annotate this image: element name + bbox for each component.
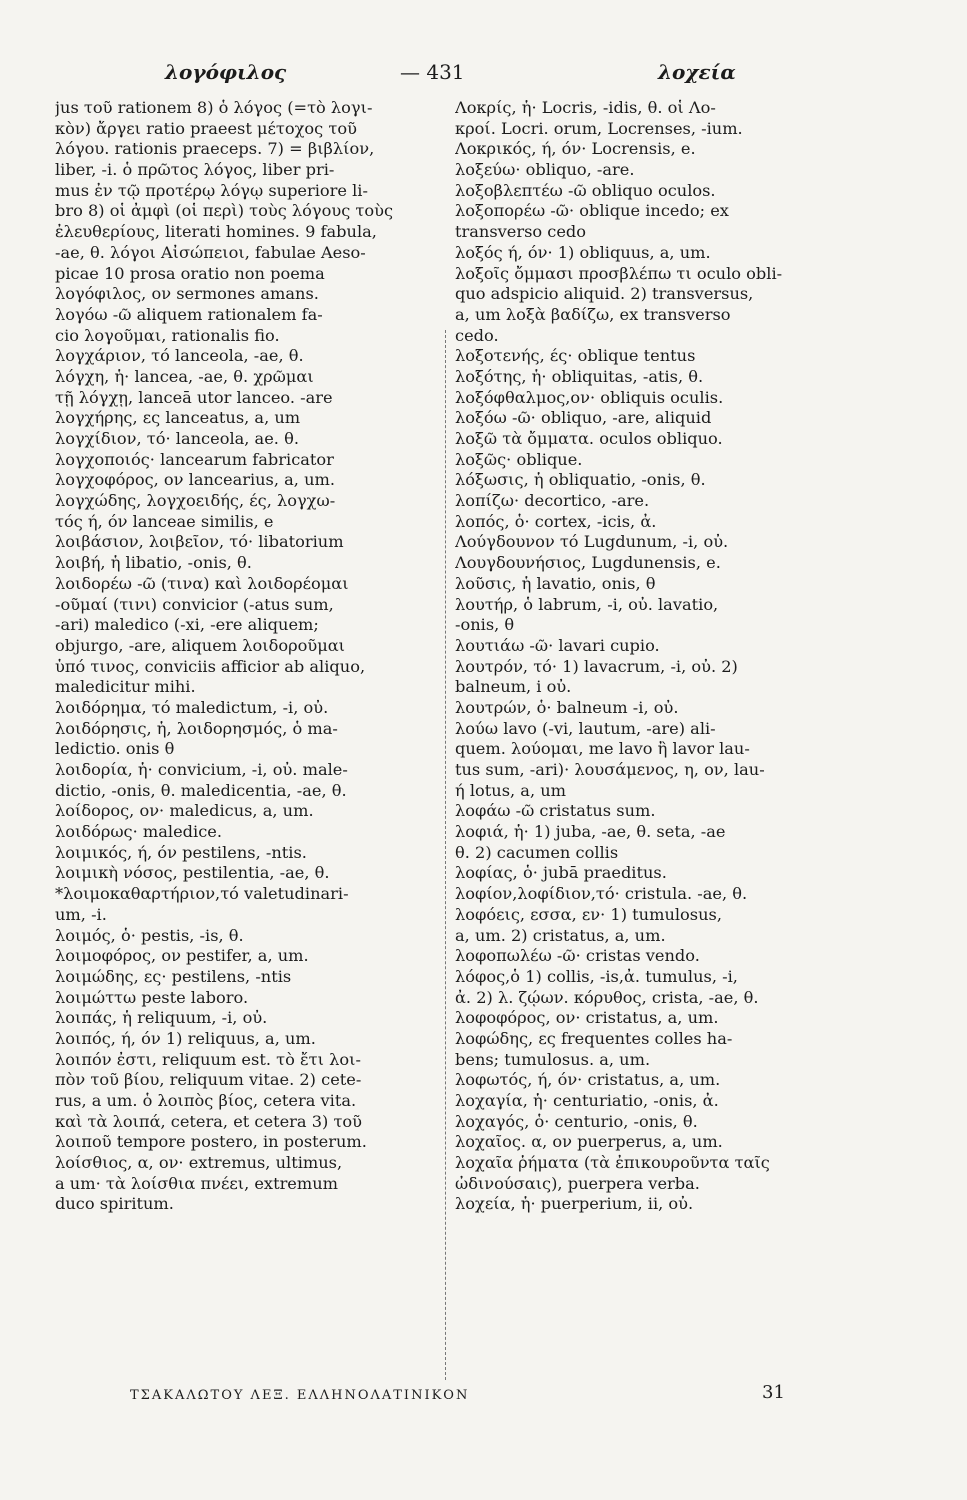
dictionary-line: λοπός, ὁ· cortex, -icis, ἀ. bbox=[455, 511, 657, 531]
dictionary-line: λοχαῖα ῥήματα (τὰ ἐπικουροῦντα ταῖς bbox=[455, 1153, 770, 1173]
dictionary-line: λουτήρ, ὁ labrum, -i, οὐ. lavatio, bbox=[455, 594, 719, 614]
dictionary-line: λούω lavo (-vi, lautum, -are) ali- bbox=[455, 718, 716, 738]
dictionary-line: πὸν τοῦ βίου, reliquum vitae. 2) cete- bbox=[55, 1070, 362, 1090]
dictionary-line: λογχώδης, λογχοειδής, ές, λογχω- bbox=[55, 491, 336, 511]
dictionary-line: λοξός ή, όν· 1) obliquus, a, um. bbox=[455, 242, 711, 262]
dictionary-line: λόφος,ὁ 1) collis, -is,ἀ. tumulus, -i, bbox=[455, 966, 738, 986]
page-header bbox=[0, 60, 967, 100]
dictionary-line: liber, -i. ὁ πρῶτος λόγος, liber pri- bbox=[55, 160, 335, 180]
dictionary-line: picae 10 prosa oratio non poema bbox=[55, 263, 325, 283]
dictionary-line: λοξῶς· oblique. bbox=[455, 449, 583, 469]
dictionary-line: λοξῶ τὰ ὄμματα. oculos obliquo. bbox=[455, 429, 723, 448]
dictionary-line: ὠδινούσαις), puerpera verba. bbox=[455, 1173, 700, 1193]
dictionary-line: λοξοπορέω -ῶ· oblique incedo; ex bbox=[455, 201, 729, 221]
column-divider bbox=[445, 330, 446, 1380]
right-column bbox=[455, 98, 855, 1363]
dictionary-line: a, um. 2) cristatus, a, um. bbox=[455, 925, 666, 945]
dictionary-line: λοφίον,λοφίδιον,τό· cristula. -ae, θ. bbox=[455, 884, 748, 904]
dictionary-line: λουτρών, ὁ· balneum -i, οὐ. bbox=[455, 697, 679, 717]
running-head-right: λοχεία bbox=[658, 60, 736, 84]
dictionary-line: dictio, -onis, θ. maledicentia, -ae, θ. bbox=[55, 780, 347, 800]
dictionary-line: λογχάριον, τό lanceola, -ae, θ. bbox=[55, 346, 304, 366]
dictionary-line: λοιδόρημα, τό maledictum, -i, οὐ. bbox=[55, 697, 329, 717]
dictionary-line: λογόφιλος, ον sermones amans. bbox=[55, 284, 319, 304]
dictionary-line: λοῦσις, ἡ lavatio, onis, θ bbox=[455, 573, 656, 593]
dictionary-line: λοξότης, ἡ· obliquitas, -atis, θ. bbox=[455, 366, 704, 386]
dictionary-line: λοχαῖος. α, ον puerperus, a, um. bbox=[455, 1132, 723, 1152]
dictionary-line: -οῦμαί (τινι) convicior (-atus sum, bbox=[55, 594, 334, 614]
dictionary-line: λοιμός, ὁ· pestis, -is, θ. bbox=[55, 925, 244, 945]
dictionary-line: κροί. Locri. orum, Locrenses, -ium. bbox=[455, 118, 743, 138]
left-column bbox=[55, 98, 440, 1363]
dictionary-line: λοιδόρως· maledice. bbox=[55, 822, 223, 842]
dictionary-line: λοχεία, ἡ· puerperium, ii, οὐ. bbox=[455, 1194, 694, 1214]
running-head-left: λογόφιλος bbox=[165, 60, 287, 84]
dictionary-line: λοιδορέω -ῶ (τινα) καὶ λοιδορέομαι bbox=[55, 573, 349, 593]
dictionary-line: λοξεύω· obliquo, -are. bbox=[455, 160, 635, 180]
dictionary-line: λογχίδιον, τό· lanceola, ae. θ. bbox=[55, 429, 299, 448]
dictionary-line: λοιποῦ tempore postero, in posterum. bbox=[55, 1132, 367, 1152]
dictionary-line: λοπίζω· decortico, -are. bbox=[455, 491, 650, 511]
dictionary-line: λοιπός, ή, όν 1) reliquus, a, um. bbox=[55, 1028, 316, 1048]
dictionary-line: λοιμώττω peste laboro. bbox=[55, 987, 249, 1007]
dictionary-line: τός ή, όν lanceae similis, e bbox=[55, 511, 274, 531]
dictionary-line: λοίσθιος, α, ον· extremus, ultimus, bbox=[55, 1153, 343, 1173]
dictionary-line: -ari) maledico (-xi, -ere aliquem; bbox=[55, 615, 319, 635]
dictionary-line: λογχοφόρος, ον lancearius, a, um. bbox=[55, 470, 336, 490]
dictionary-line: λόξωσις, ἡ obliquatio, -onis, θ. bbox=[455, 470, 706, 490]
dictionary-line: λοξοῖς ὄμμασι προσβλέπω τι oculo obli- bbox=[455, 263, 783, 283]
dictionary-line: λοξόω -ῶ· obliquo, -are, aliquid bbox=[455, 408, 712, 428]
dictionary-line: Λοκρίς, ἡ· Locris, -idis, θ. οἱ Λο- bbox=[455, 98, 716, 117]
dictionary-line: transverso cedo bbox=[455, 222, 587, 242]
dictionary-line: Λουγδουνήσιος, Lugdunensis, e. bbox=[455, 553, 721, 573]
dictionary-line: λογχοποιός· lancearum fabricator bbox=[55, 449, 334, 469]
dictionary-line: ή lotus, a, um bbox=[455, 780, 567, 800]
dictionary-line: λοιπάς, ἡ reliquum, -i, οὐ. bbox=[55, 1008, 268, 1028]
dictionary-line: a um· τὰ λοίσθια πνέει, extremum bbox=[55, 1173, 339, 1193]
dictionary-line: λοιδορία, ἡ· convicium, -i, οὐ. male- bbox=[55, 760, 348, 779]
dictionary-line: ἐλευθερίους, literati homines. 9 fabula, bbox=[55, 222, 377, 242]
dictionary-line: rus, a um. ὁ λοιπὸς βίος, cetera vita. bbox=[55, 1091, 357, 1110]
page-number: — 431 bbox=[400, 60, 465, 84]
dictionary-line: cedo. bbox=[455, 325, 499, 345]
dictionary-line: mus ἐν τῷ προτέρῳ λόγῳ superiore li- bbox=[55, 180, 368, 200]
dictionary-line: λοιβάσιον, λοιβεῖον, τό· libatorium bbox=[55, 532, 344, 552]
dictionary-line: λοξοβλεπτέω -ῶ obliquo oculos. bbox=[455, 180, 716, 200]
dictionary-line: ἀ. 2) λ. ζῴων. κόρυθος, crista, -ae, θ. bbox=[455, 987, 759, 1007]
dictionary-line: τῇ λόγχῃ, lanceā utor lanceo. -are bbox=[55, 387, 333, 407]
dictionary-line: λοφιά, ἡ· 1) juba, -ae, θ. seta, -ae bbox=[455, 822, 726, 842]
dictionary-line: λουτρόν, τό· 1) lavacrum, -i, οὐ. 2) bbox=[455, 656, 738, 676]
dictionary-line: a, um λοξὰ βαδίζω, ex transverso bbox=[455, 304, 731, 324]
dictionary-line: λοιδόρησις, ἡ, λοιδορησμός, ὁ ma- bbox=[55, 718, 338, 738]
dictionary-line: duco spiritum. bbox=[55, 1194, 174, 1214]
dictionary-line: tus sum, -ari)· λουσάμενος, η, ον, lau- bbox=[455, 760, 765, 779]
dictionary-line: κὸν) ἄργει ratio praeest μέτοχος τοῦ bbox=[55, 118, 357, 138]
dictionary-line: λοφίας, ὁ· jubā praeditus. bbox=[455, 863, 667, 883]
dictionary-line: *λοιμοκαθαρτήριον,τό valetudinari- bbox=[55, 884, 349, 904]
dictionary-line: -onis, θ bbox=[455, 615, 515, 635]
dictionary-line: Λούγδουνον τό Lugdunum, -i, οὐ. bbox=[455, 532, 729, 552]
dictionary-line: λοφόεις, εσσα, εν· 1) tumulosus, bbox=[455, 904, 722, 924]
dictionary-line: bro 8) οἱ ἀμφὶ (οἱ περὶ) τοὺς λόγους τοὺς bbox=[55, 201, 394, 221]
dictionary-line: λοιβή, ἡ libatio, -onis, θ. bbox=[55, 553, 252, 573]
dictionary-line: λοξοτενής, ές· oblique tentus bbox=[455, 346, 696, 366]
dictionary-line: Λοκρικός, ή, όν· Locrensis, e. bbox=[455, 139, 696, 159]
dictionary-line: καὶ τὰ λοιπά, cetera, et cetera 3) τοῦ bbox=[55, 1111, 362, 1131]
dictionary-line: objurgo, -are, aliquem λοιδοροῦμαι bbox=[55, 635, 346, 655]
dictionary-line: quem. λούομαι, me lavo ἢ lavor lau- bbox=[455, 739, 750, 759]
dictionary-line: λογόω -ῶ aliquem rationalem fa- bbox=[55, 304, 323, 324]
dictionary-line: λοχαγία, ἡ· centuriatio, -onis, ἀ. bbox=[455, 1091, 719, 1110]
sheet-number: 31 bbox=[762, 1382, 785, 1403]
dictionary-line: jus τοῦ rationem 8) ὁ λόγος (=τὸ λογι- bbox=[55, 98, 373, 117]
dictionary-line: λοχαγός, ὁ· centurio, -onis, θ. bbox=[455, 1111, 698, 1131]
dictionary-line: λόγχη, ἡ· lancea, -ae, θ. χρῶμαι bbox=[55, 366, 314, 386]
dictionary-line: quo adspicio aliquid. 2) transversus, bbox=[455, 284, 754, 304]
dictionary-line: λοφοπωλέω -ῶ· cristas vendo. bbox=[455, 946, 700, 966]
dictionary-line: λοιμικὴ νόσος, pestilentia, -ae, θ. bbox=[55, 863, 330, 883]
dictionary-line: θ. 2) cacumen collis bbox=[455, 842, 619, 862]
dictionary-line: λοφώδης, ες frequentes colles ha- bbox=[455, 1028, 733, 1048]
dictionary-line: λουτιάω -ῶ· lavari cupio. bbox=[455, 635, 660, 655]
dictionary-line: ledictio. onis θ bbox=[55, 739, 175, 759]
dictionary-line: λοίδορος, ον· maledicus, a, um. bbox=[55, 801, 314, 821]
dictionary-line: λοφωτός, ή, όν· cristatus, a, um. bbox=[455, 1070, 721, 1090]
dictionary-line: λόγου. rationis praeceps. 7) = βιβλίον, bbox=[55, 139, 375, 159]
dictionary-line: cio λογοῦμαι, rationalis fio. bbox=[55, 325, 280, 345]
dictionary-line: maledicitur mihi. bbox=[55, 677, 196, 697]
dictionary-line: λοιμοφόρος, ον pestifer, a, um. bbox=[55, 946, 309, 966]
dictionary-line: λοφοφόρος, ον· cristatus, a, um. bbox=[455, 1008, 719, 1028]
printer-signature: ΤΣΑΚΑΛΩΤΟΥ ΛΕΞ. ΕΛΛΗΝΟΛΑΤΙΝΙΚΟΝ bbox=[130, 1388, 470, 1403]
dictionary-line: λοφάω -ῶ cristatus sum. bbox=[455, 801, 656, 821]
dictionary-line: bens; tumulosus. a, um. bbox=[455, 1049, 651, 1069]
dictionary-line: um, -i. bbox=[55, 904, 107, 924]
page-footer bbox=[0, 1368, 967, 1408]
dictionary-line: λογχήρης, ες lanceatus, a, um bbox=[55, 408, 301, 428]
dictionary-line: λοιμώδης, ες· pestilens, -ntis bbox=[55, 966, 292, 986]
dictionary-line: λοξόφθαλμος,ον· obliquis oculis. bbox=[455, 387, 724, 407]
dictionary-line: balneum, i οὐ. bbox=[455, 677, 572, 697]
dictionary-line: λοιπόν ἐστι, reliquum est. τὸ ἔτι λοι- bbox=[55, 1049, 361, 1069]
dictionary-line: -ae, θ. λόγοι Αἰσώπειοι, fabulae Aeso- bbox=[55, 242, 366, 262]
dictionary-line: λοιμικός, ή, όν pestilens, -ntis. bbox=[55, 842, 307, 862]
dictionary-line: ὑπό τινος, conviciis afficior ab aliquo, bbox=[55, 656, 366, 676]
